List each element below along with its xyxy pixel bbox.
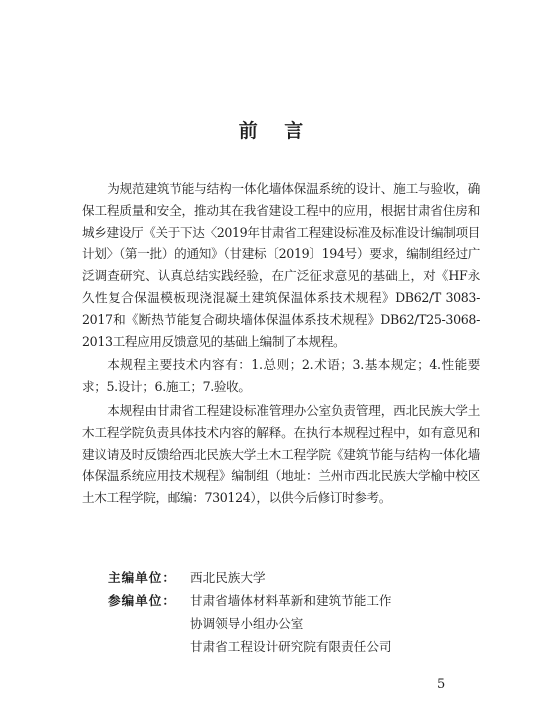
paragraph-management: 本规程由甘肃省工程建设标准管理办公室负责管理，西北民族大学土木工程学院负责具体技术内容的解释。在执行本规程过程中，如有意见和建议请及时反馈给西北民族大学土木工程学院《建筑节能与结构一体化墙体保温系统应用技术规程》编制组（地址：兰州市西北民族大学榆中校区土木工程学院，邮编：730124），以供今后修订时参考。 <box>82 402 480 506</box>
preface-body <box>82 178 480 511</box>
chief-editor-value: 西北民族大学 <box>190 570 266 585</box>
participating-editor-1-continued: 协调领导小组办公室 <box>190 616 304 631</box>
chief-editor-row <box>108 566 508 589</box>
participating-editors-label: 参编单位： <box>108 593 176 608</box>
participating-editor-2: 甘肃省工程设计研究院有限责任公司 <box>190 639 392 654</box>
paragraph-purpose: 为规范建筑节能与结构一体化墙体保温系统的设计、施工与验收，确保工程质量和安全，推动其在我省建设工程中的应用，根据甘肃省住房和城乡建设厅《关于下达〈2019年甘肃省工程建设标准及标准设计编制项目计划〉（第一批）的通知》（甘建标〔2019〕194号）要求，编制组经过广泛调查研究、认真总结实践经验，在广泛征求意见的基础上，对《HF永久性复合保温模板现浇混凝土建筑保温体系技术规程》DB62/T 3083-2017和《断热节能复合砌块墙体保温体系技术规程》DB62/T25-3068-2013工程应用反馈意见的基础上编制了本规程。 <box>82 181 480 349</box>
paragraph-contents: 本规程主要技术内容有：1.总则；2.术语；3.基本规定；4.性能要求；5.设计；6.施工；7.验收。 <box>82 357 480 395</box>
participating-editors-row <box>108 589 508 658</box>
credits-block <box>108 566 508 658</box>
chief-editor-label: 主编单位： <box>108 570 176 585</box>
participating-editor-1: 甘肃省墙体材料革新和建筑节能工作 <box>190 593 392 608</box>
page-title: 前 言 <box>238 120 314 142</box>
page-number: 5 <box>437 677 446 692</box>
participating-editors-list <box>190 589 508 658</box>
